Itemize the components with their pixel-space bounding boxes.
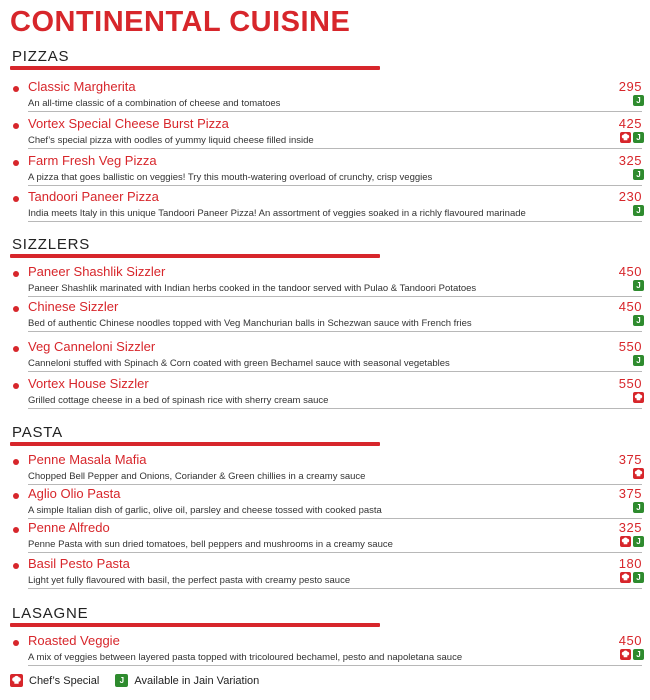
menu-item[interactable] — [0, 520, 650, 556]
jain-icon: J — [633, 132, 644, 143]
item-price: 550 — [618, 376, 642, 391]
item-bullet — [13, 306, 19, 312]
item-name: Farm Fresh Veg Pizza — [28, 153, 157, 168]
jain-icon: J — [633, 280, 644, 291]
item-price: 550 — [618, 339, 642, 354]
item-icons — [633, 392, 644, 403]
jain-icon: J — [633, 572, 644, 583]
jain-icon: J — [633, 169, 644, 180]
menu-item[interactable] — [0, 633, 650, 669]
item-name: Roasted Veggie — [28, 633, 120, 648]
page-title: CONTINENTAL CUISINE — [10, 6, 351, 38]
menu-item[interactable] — [0, 264, 650, 300]
item-bullet — [13, 383, 19, 389]
menu-item[interactable] — [0, 116, 650, 152]
item-name: Aglio Olio Pasta — [28, 486, 121, 501]
item-price: 295 — [618, 79, 642, 94]
item-price: 425 — [618, 116, 642, 131]
jain-icon: J — [633, 649, 644, 660]
item-bullet — [13, 493, 19, 499]
item-icons — [633, 315, 644, 326]
jain-icon: J — [633, 502, 644, 513]
item-description: Canneloni stuffed with Spinach & Corn coated with green Bechamel sauce with seasonal vegetables — [28, 358, 450, 369]
menu-item[interactable] — [0, 486, 650, 522]
item-name: Classic Margherita — [28, 79, 136, 94]
item-price: 375 — [618, 452, 642, 467]
item-icons — [620, 649, 644, 660]
item-icons — [633, 169, 644, 180]
jain-icon: J — [633, 536, 644, 547]
chef-hat-icon — [620, 572, 631, 583]
item-description: An all-time classic of a combination of cheese and tomatoes — [28, 98, 281, 109]
item-divider — [28, 296, 642, 297]
chef-hat-icon — [633, 468, 644, 479]
item-icons — [633, 502, 644, 513]
item-name: Basil Pesto Pasta — [28, 556, 130, 571]
item-price: 230 — [618, 189, 642, 204]
item-icons — [633, 280, 644, 291]
item-bullet — [13, 271, 19, 277]
item-description: Chopped Bell Pepper and Onions, Coriander & Green chillies in a creamy sauce — [28, 471, 366, 482]
item-description: Bed of authentic Chinese noodles topped with Veg Manchurian balls in Schezwan sauce with French fries — [28, 318, 472, 329]
item-bullet — [13, 196, 19, 202]
item-description: Paneer Shashlik marinated with Indian herbs cooked in the tandoor served with Pulao & Tandoori Potatoes — [28, 283, 477, 294]
menu-item[interactable] — [0, 339, 650, 375]
item-divider — [28, 518, 642, 519]
chef-hat-icon — [10, 674, 23, 687]
item-bullet — [13, 346, 19, 352]
chef-hat-icon — [620, 649, 631, 660]
menu-item[interactable] — [0, 189, 650, 225]
section-underline — [10, 442, 380, 446]
menu-item[interactable] — [0, 556, 650, 592]
item-description: A simple Italian dish of garlic, olive oil, parsley and cheese tossed with cooked pasta — [28, 505, 382, 516]
menu-item[interactable] — [0, 376, 650, 412]
item-bullet — [13, 640, 19, 646]
legend-jain-label: Available in Jain Variation — [134, 674, 260, 687]
item-icons — [633, 468, 644, 479]
item-name: Penne Alfredo — [28, 520, 110, 535]
item-icons — [633, 205, 644, 216]
chef-hat-icon — [620, 536, 631, 547]
section-heading: PIZZAS — [12, 48, 70, 65]
item-description: Chef’s special pizza with oodles of yummy liquid cheese filled inside — [28, 135, 314, 146]
item-icons — [620, 536, 644, 547]
item-icons — [633, 95, 644, 106]
jain-icon: J — [633, 355, 644, 366]
item-icons — [633, 355, 644, 366]
item-bullet — [13, 160, 19, 166]
item-divider — [28, 185, 642, 186]
item-name: Veg Canneloni Sizzler — [28, 339, 156, 354]
item-name: Tandoori Paneer Pizza — [28, 189, 159, 204]
jain-icon: J — [115, 674, 128, 687]
item-divider — [28, 371, 642, 372]
item-price: 325 — [618, 153, 642, 168]
item-icons — [620, 572, 644, 583]
item-bullet — [13, 123, 19, 129]
item-divider — [28, 408, 642, 409]
item-description: Penne Pasta with sun dried tomatoes, bell peppers and mushrooms in a creamy sauce — [28, 539, 393, 550]
item-price: 375 — [618, 486, 642, 501]
item-divider — [28, 331, 642, 332]
item-description: Light yet fully flavoured with basil, the perfect pasta with creamy pesto sauce — [28, 575, 351, 586]
item-divider — [28, 221, 642, 222]
item-description: India meets Italy in this unique Tandoori Paneer Pizza! An assortment of veggies soaked in a richly flavoured marinade — [28, 208, 526, 219]
item-name: Paneer Shashlik Sizzler — [28, 264, 166, 279]
item-name: Vortex Special Cheese Burst Pizza — [28, 116, 229, 131]
item-name: Chinese Sizzler — [28, 299, 119, 314]
item-price: 450 — [618, 264, 642, 279]
item-name: Vortex House Sizzler — [28, 376, 149, 391]
item-name: Penne Masala Mafia — [28, 452, 147, 467]
item-description: A pizza that goes ballistic on veggies! Try this mouth-watering overload of crunchy, crisp veggies — [28, 172, 433, 183]
item-divider — [28, 148, 642, 149]
item-divider — [28, 552, 642, 553]
item-price: 180 — [618, 556, 642, 571]
item-bullet — [13, 563, 19, 569]
item-description: A mix of veggies between layered pasta topped with tricoloured bechamel, pesto and napoletana sauce — [28, 652, 463, 663]
jain-icon: J — [633, 315, 644, 326]
item-price: 325 — [618, 520, 642, 535]
section-heading: LASAGNE — [12, 605, 89, 622]
menu-item[interactable] — [0, 299, 650, 335]
menu-item[interactable] — [0, 452, 650, 488]
item-divider — [28, 484, 642, 485]
section-underline — [10, 623, 380, 627]
jain-icon: J — [633, 205, 644, 216]
menu-item[interactable] — [0, 79, 650, 115]
item-bullet — [13, 459, 19, 465]
item-divider — [28, 665, 642, 666]
item-divider — [28, 588, 642, 589]
item-price: 450 — [618, 633, 642, 648]
menu-item[interactable] — [0, 153, 650, 189]
chef-hat-icon — [633, 392, 644, 403]
legend — [10, 674, 259, 687]
item-bullet — [13, 527, 19, 533]
item-bullet — [13, 86, 19, 92]
section-heading: SIZZLERS — [12, 236, 91, 253]
jain-icon: J — [633, 95, 644, 106]
item-divider — [28, 111, 642, 112]
chef-hat-icon — [620, 132, 631, 143]
section-underline — [10, 254, 380, 258]
item-icons — [620, 132, 644, 143]
section-underline — [10, 66, 380, 70]
legend-chef-label: Chef’s Special — [29, 674, 100, 687]
item-description: Grilled cottage cheese in a bed of spinash rice with sherry cream sauce — [28, 395, 329, 406]
section-heading: PASTA — [12, 424, 63, 441]
item-price: 450 — [618, 299, 642, 314]
